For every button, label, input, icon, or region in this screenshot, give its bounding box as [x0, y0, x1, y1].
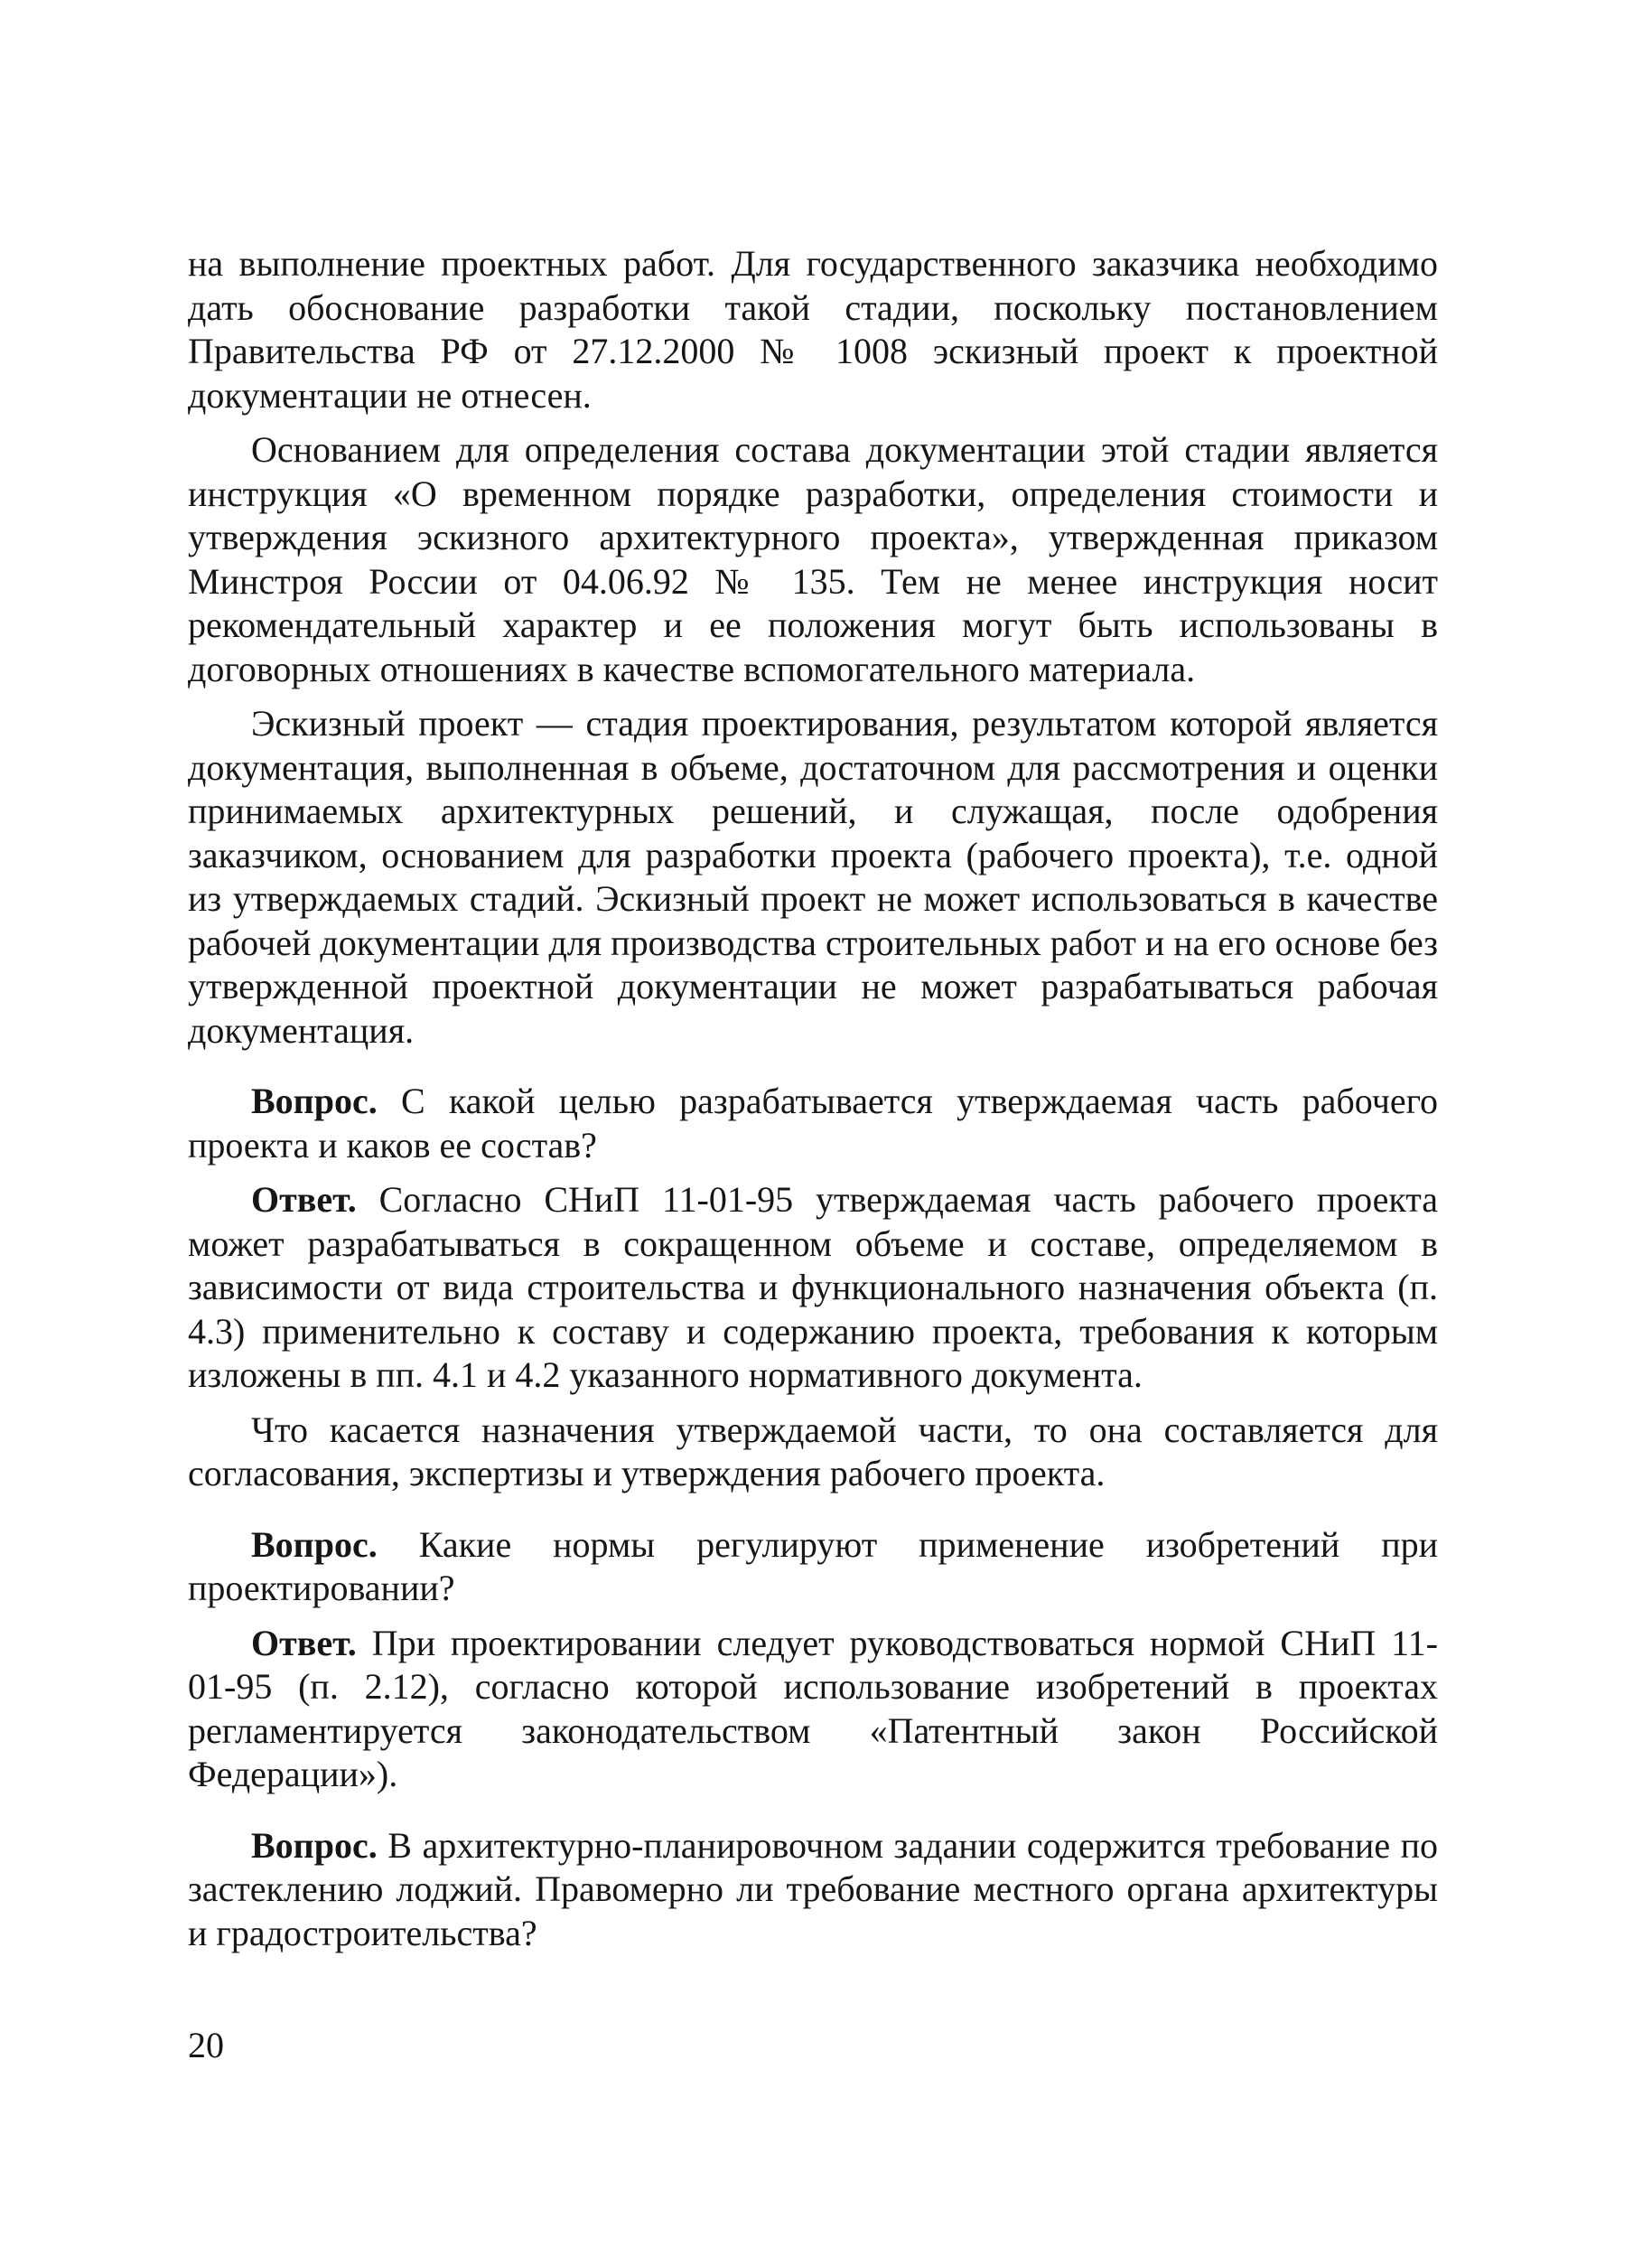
page-number: 20	[188, 2025, 224, 2065]
answer-paragraph	[188, 1622, 1438, 1797]
answer-paragraph	[188, 1178, 1438, 1398]
paragraph-text: Основанием для определения состава документации этой стадии является инструкция «О временном порядке разработки, определения стоимости и утверждения эскизного архитектурного проекта», утвержденная приказом Минстроя России от 04.06.92 № 135. Тем не менее инструкция носит рекомендательный характер и ее положения могут быть использованы в договорных отношениях в качестве вспомогательного материала.	[188, 429, 1438, 689]
paragraph-text: Что касается назначения утверждаемой части, то она составляется для согласования, экспертизы и утверждения рабочего проекта.	[188, 1409, 1438, 1493]
question-text: Какие нормы регулируют применение изобретений при проектировании?	[188, 1523, 1438, 1608]
paragraph	[188, 428, 1438, 691]
question-text: В архитектурно-планировочном задании содержится требование по застеклению лоджий. Правомерно ли требование местного органа архитектуры и градостроительства?	[188, 1824, 1438, 1953]
question-label: Вопрос.	[251, 1081, 378, 1121]
question-label: Вопрос.	[251, 1824, 378, 1866]
paragraph	[188, 1409, 1438, 1496]
paragraph-continuation	[188, 242, 1438, 417]
question-label: Вопрос.	[251, 1523, 378, 1565]
paragraph-text: Эскизный проект — стадия проектирования, результатом которой является документация, выполненная в объеме, достаточном для рассмотрения и оценки принимаемых архитектурных решений, и служащая, после одобрения заказчиком, основанием для разработки проекта (рабочего проекта), т.е. одной из утверждаемых стадий. Эскизный проект не может использоваться в качестве рабочей документации для производства строительных работ и на его основе без утвержденной проектной документации не может разрабатываться рабочая документация.	[188, 703, 1439, 1051]
question-paragraph	[188, 1523, 1438, 1611]
question-paragraph	[188, 1080, 1438, 1167]
paragraph	[188, 702, 1438, 1053]
answer-text: Согласно СНиП 11-01-95 утверждаемая часть рабочего проекта может разрабатываться в сокращенном объеме и составе, определяемом в зависимости от вида строительства и функционального назначения объекта (п. 4.3) применительно к составу и содержанию проекта, требования к которым изложены в пп. 4.1 и 4.2 указанного нормативного документа.	[188, 1179, 1438, 1395]
question-text: С какой целью разрабатывается утверждаемая часть рабочего проекта и каков ее состав?	[188, 1081, 1438, 1166]
answer-text: При проектировании следует руководствоваться нормой СНиП 11-01-95 (п. 2.12), согласно которой использование изобретений в проектах регламентируется законодательством «Патентный закон Российской Федерации»).	[188, 1622, 1438, 1794]
question-paragraph	[188, 1824, 1438, 1956]
answer-label: Ответ.	[251, 1179, 357, 1220]
body-text	[188, 242, 1438, 1955]
paragraph-text: на выполнение проектных работ. Для государственного заказчика необходимо дать обоснование разработки такой стадии, поскольку постановлением Правительства РФ от 27.12.2000 № 1008 эскизный проект к проектной документации не отнесен.	[188, 243, 1438, 416]
answer-label: Ответ.	[251, 1622, 357, 1663]
